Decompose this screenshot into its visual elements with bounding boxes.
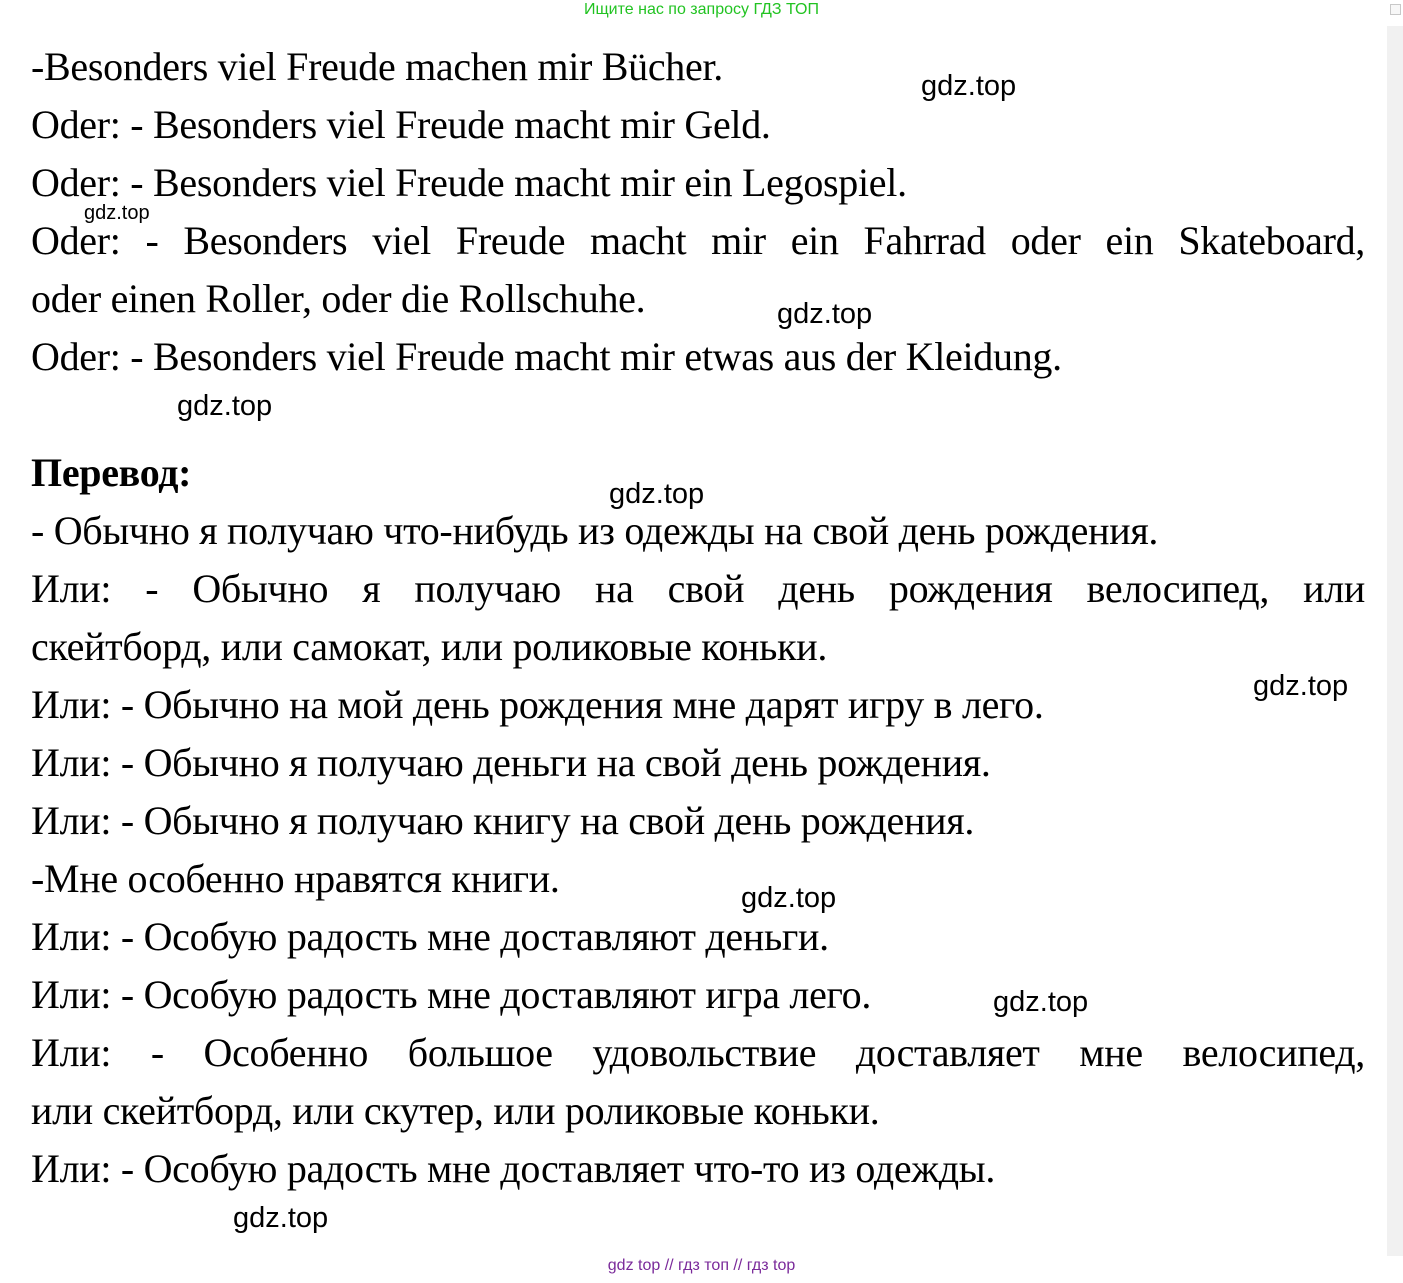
translation-line: Или: - Обычно я получаю книгу на свой день рождения.: [31, 798, 975, 843]
german-line: Oder: - Besonders viel Freude macht mir etwas aus der Kleidung.: [31, 334, 1062, 379]
translation-line: Или: - Обычно я получаю деньги на свой день рождения.: [31, 740, 991, 785]
german-line: Oder: - Besonders viel Freude macht mir Geld.: [31, 102, 771, 147]
translation-line: Или: - Обычно на мой день рождения мне дарят игру в лего.: [31, 682, 1044, 727]
german-line: Oder: - Besonders viel Freude macht mir ein Fahrrad oder ein Skateboard,: [31, 218, 1365, 263]
translation-line: -Мне особенно нравятся книги.: [31, 856, 560, 901]
watermark: gdz.top: [84, 202, 150, 224]
translation-line: - Обычно я получаю что-нибудь из одежды на свой день рождения.: [31, 508, 1159, 553]
translation-line: Или: - Особую радость мне доставляют игра лего.: [31, 972, 872, 1017]
watermark: gdz.top: [921, 70, 1017, 102]
top-banner: Ищите нас по запросу ГДЗ ТОП: [584, 1, 819, 18]
watermark: gdz.top: [233, 1202, 329, 1234]
translation-heading: Перевод:: [31, 450, 192, 495]
translation-line: Или: - Особую радость мне доставляют деньги.: [31, 914, 829, 959]
watermark: gdz.top: [993, 986, 1089, 1018]
german-line: oder einen Roller, oder die Rollschuhe.: [31, 276, 646, 321]
translation-line: Или: - Особенно большое удовольствие доставляет мне велосипед,: [31, 1030, 1365, 1075]
translation-line: Или: - Обычно я получаю на свой день рождения велосипед, или: [31, 566, 1365, 611]
german-line: Oder: - Besonders viel Freude macht mir ein Legospiel.: [31, 160, 907, 205]
watermark: gdz.top: [777, 298, 873, 330]
german-line: -Besonders viel Freude machen mir Bücher.: [31, 44, 723, 89]
watermark: gdz.top: [741, 882, 837, 914]
translation-line: или скейтборд, или скутер, или роликовые коньки.: [31, 1088, 880, 1133]
translation-line: скейтборд, или самокат, или роликовые коньки.: [31, 624, 828, 669]
watermark: gdz.top: [609, 478, 705, 510]
watermark: gdz.top: [177, 390, 273, 422]
footer-links[interactable]: gdz top // гдз топ // гдз top: [607, 1257, 796, 1274]
watermark: gdz.top: [1253, 670, 1349, 702]
translation-line: Или: - Особую радость мне доставляет что-то из одежды.: [31, 1146, 996, 1191]
scrollbar[interactable]: [1387, 26, 1403, 1256]
corner-box: [1390, 4, 1401, 15]
